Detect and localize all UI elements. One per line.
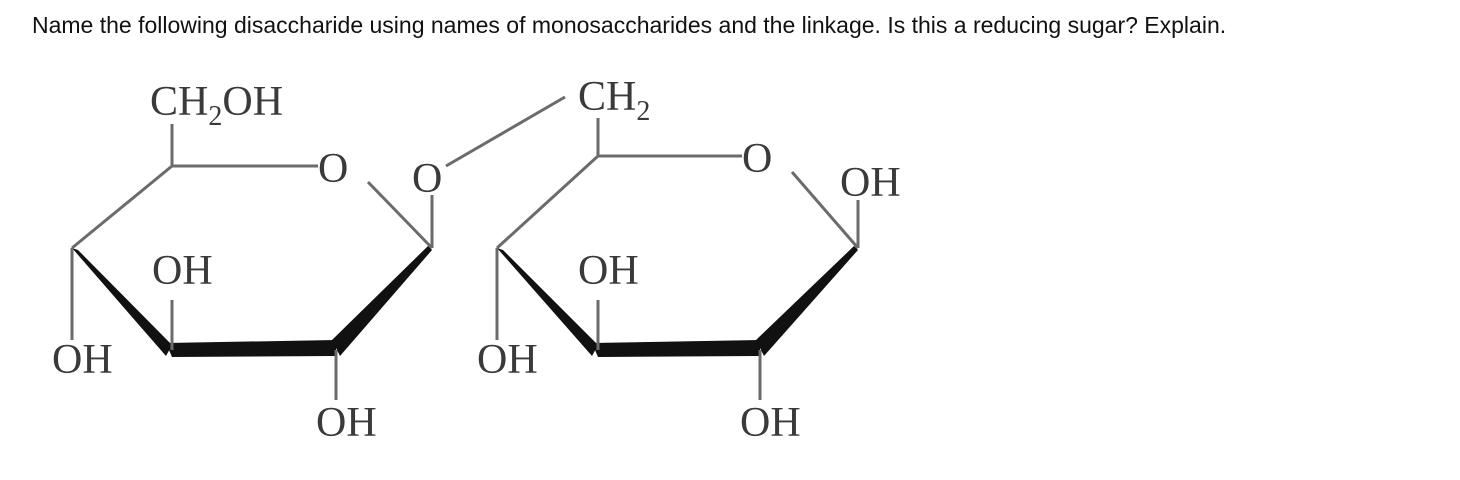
question-text: Name the following disaccharide using names of monosaccharides and the linkage. Is this a reducing sugar? Explain.: [32, 12, 1227, 38]
ring2-ch2-label: $CH_2$: [578, 74, 651, 127]
ring2-oh-c2-label: OH: [740, 400, 801, 446]
ring1-wedge-c3-c2: [166, 340, 336, 357]
ring1-ring-oxygen-label: O: [318, 146, 349, 192]
glycosidic-oxygen-label: O: [412, 156, 443, 202]
ring1-ch2oh-label: $CH_2OH$: [150, 79, 284, 132]
ring2-wedge-c3-c2: [592, 340, 760, 357]
ring2-bond-c5-c4: [497, 156, 598, 248]
ring2-oh-c3-label: OH: [578, 248, 639, 294]
ring-1: [52, 79, 432, 446]
ring2-oh-c4-label: OH: [477, 337, 538, 383]
glycosidic-linkage: [412, 97, 565, 202]
ring-2: [477, 74, 901, 446]
ring1-wedge-c2-c1: [332, 246, 432, 356]
glycosidic-bond-o-ch2: [446, 97, 565, 166]
ring2-wedge-c2-c1: [756, 246, 858, 356]
ring1-oh-c3-label: OH: [152, 248, 213, 294]
ring2-ring-oxygen-label: O: [742, 136, 773, 182]
ring2-oh-anomeric-label: OH: [840, 160, 901, 206]
ring1-oh-c2-label: OH: [316, 400, 377, 446]
ring1-oh-c4-label: OH: [52, 337, 113, 383]
ring1-bond-c5-c4: [72, 166, 172, 248]
